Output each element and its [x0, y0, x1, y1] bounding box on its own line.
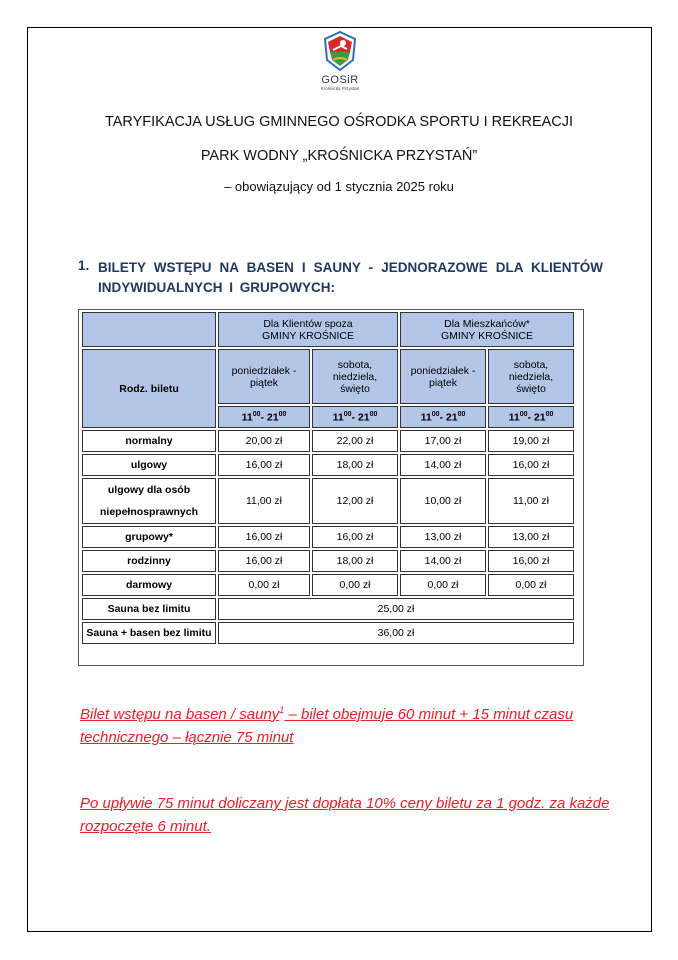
price-cell-sauna: 25,00 zł: [218, 598, 574, 620]
overtime-fee-note: Po upływie 75 minut doliczany jest dopłata 10% ceny biletu za 1 godz. za każde rozpoczęte 6 minut.: [80, 795, 610, 835]
row-label-grupowy: grupowy*: [82, 526, 216, 548]
price-cell: 11,00 zł: [218, 478, 310, 524]
price-cell: 18,00 zł: [312, 454, 398, 476]
price-cell: 18,00 zł: [312, 550, 398, 572]
price-cell: 19,00 zł: [488, 430, 574, 452]
table-row: [82, 574, 574, 596]
price-cell: 20,00 zł: [218, 430, 310, 452]
weekday-header: poniedziałek - piątek: [218, 349, 310, 404]
header-empty-cell: [82, 312, 216, 347]
table-row: [82, 430, 574, 452]
table-row: [82, 550, 574, 572]
gosir-logo-icon: [319, 30, 361, 74]
table-row: [82, 454, 574, 476]
tariff-title: TARYFIKACJA USŁUG GMINNEGO OŚRODKA SPORTU I REKREACJI: [104, 114, 574, 130]
group-external-header: Dla Klientów spoza GMINY KROŚNICE: [218, 312, 398, 347]
price-cell: 16,00 zł: [218, 550, 310, 572]
row-label-rodzinny: rodzinny: [82, 550, 216, 572]
price-cell: 11,00 zł: [488, 478, 574, 524]
price-cell: 0,00 zł: [400, 574, 486, 596]
hours-cell: $11^{00}-$ $21^{00}$: [312, 406, 398, 428]
price-cell: 16,00 zł: [488, 454, 574, 476]
section-number: 1.: [78, 258, 90, 273]
park-name: PARK WODNY „KROŚNICKA PRZYSTAŃ”: [200, 148, 478, 164]
price-cell: 17,00 zł: [400, 430, 486, 452]
table-row: [82, 598, 574, 620]
table-row: [82, 526, 574, 548]
hours-cell: $11^{00}-$ $21^{00}$: [218, 406, 310, 428]
price-cell: 16,00 zł: [488, 550, 574, 572]
group-residents-header: Dla Mieszkańców* GMINY KROŚNICE: [400, 312, 574, 347]
row-label-sauna: Sauna bez limitu: [82, 598, 216, 620]
price-cell: 14,00 zł: [400, 550, 486, 572]
price-cell: 22,00 zł: [312, 430, 398, 452]
price-cell: 13,00 zł: [488, 526, 574, 548]
price-table: [80, 310, 576, 646]
price-cell: 16,00 zł: [312, 526, 398, 548]
valid-from: – obowiązujący od 1 stycznia 2025 roku: [224, 179, 454, 194]
hours-cell: $11^{00}-$ $21^{00}$: [488, 406, 574, 428]
ticket-type-header: Rodz. biletu: [82, 349, 216, 428]
price-cell: 16,00 zł: [218, 454, 310, 476]
price-cell: 14,00 zł: [400, 454, 486, 476]
weekday-header: poniedziałek - piątek: [400, 349, 486, 404]
section-heading: BILETY WSTĘPU NA BASEN I SAUNY - JEDNORAZOWE DLA KLIENTÓW INDYWIDUALNYCH I GRUPOWYCH:: [98, 260, 603, 295]
price-cell: 13,00 zł: [400, 526, 486, 548]
row-label-sauna-basen: Sauna + basen bez limitu: [82, 622, 216, 644]
row-label-ulgowy-niepelnosprawni: ulgowy dla osób niepełnosprawnych: [82, 478, 216, 524]
row-label-normalny: normalny: [82, 430, 216, 452]
weekend-header: sobota, niedziela, święto: [488, 349, 574, 404]
price-cell: 0,00 zł: [488, 574, 574, 596]
hours-cell: $11^{00}-$ $21^{00}$: [400, 406, 486, 428]
price-cell: 0,00 zł: [312, 574, 398, 596]
weekend-header: sobota, niedziela, święto: [312, 349, 398, 404]
price-cell-sauna-basen: 36,00 zł: [218, 622, 574, 644]
row-label-ulgowy: ulgowy: [82, 454, 216, 476]
price-cell: 12,00 zł: [312, 478, 398, 524]
price-cell: 0,00 zł: [218, 574, 310, 596]
logo-subtext: Krośnicka Przystań: [320, 86, 360, 91]
table-row: [82, 478, 574, 524]
logo-text: GOSiR: [321, 74, 359, 86]
row-label-darmowy: darmowy: [82, 574, 216, 596]
ticket-duration-note: Bilet wstępu na basen / sauny$^1$ – bilet obejmuje 60 minut + 15 minut czasu technicznego – łącznie 75 minut: [80, 705, 574, 746]
table-row: [82, 622, 574, 644]
price-cell: 16,00 zł: [218, 526, 310, 548]
price-cell: 10,00 zł: [400, 478, 486, 524]
